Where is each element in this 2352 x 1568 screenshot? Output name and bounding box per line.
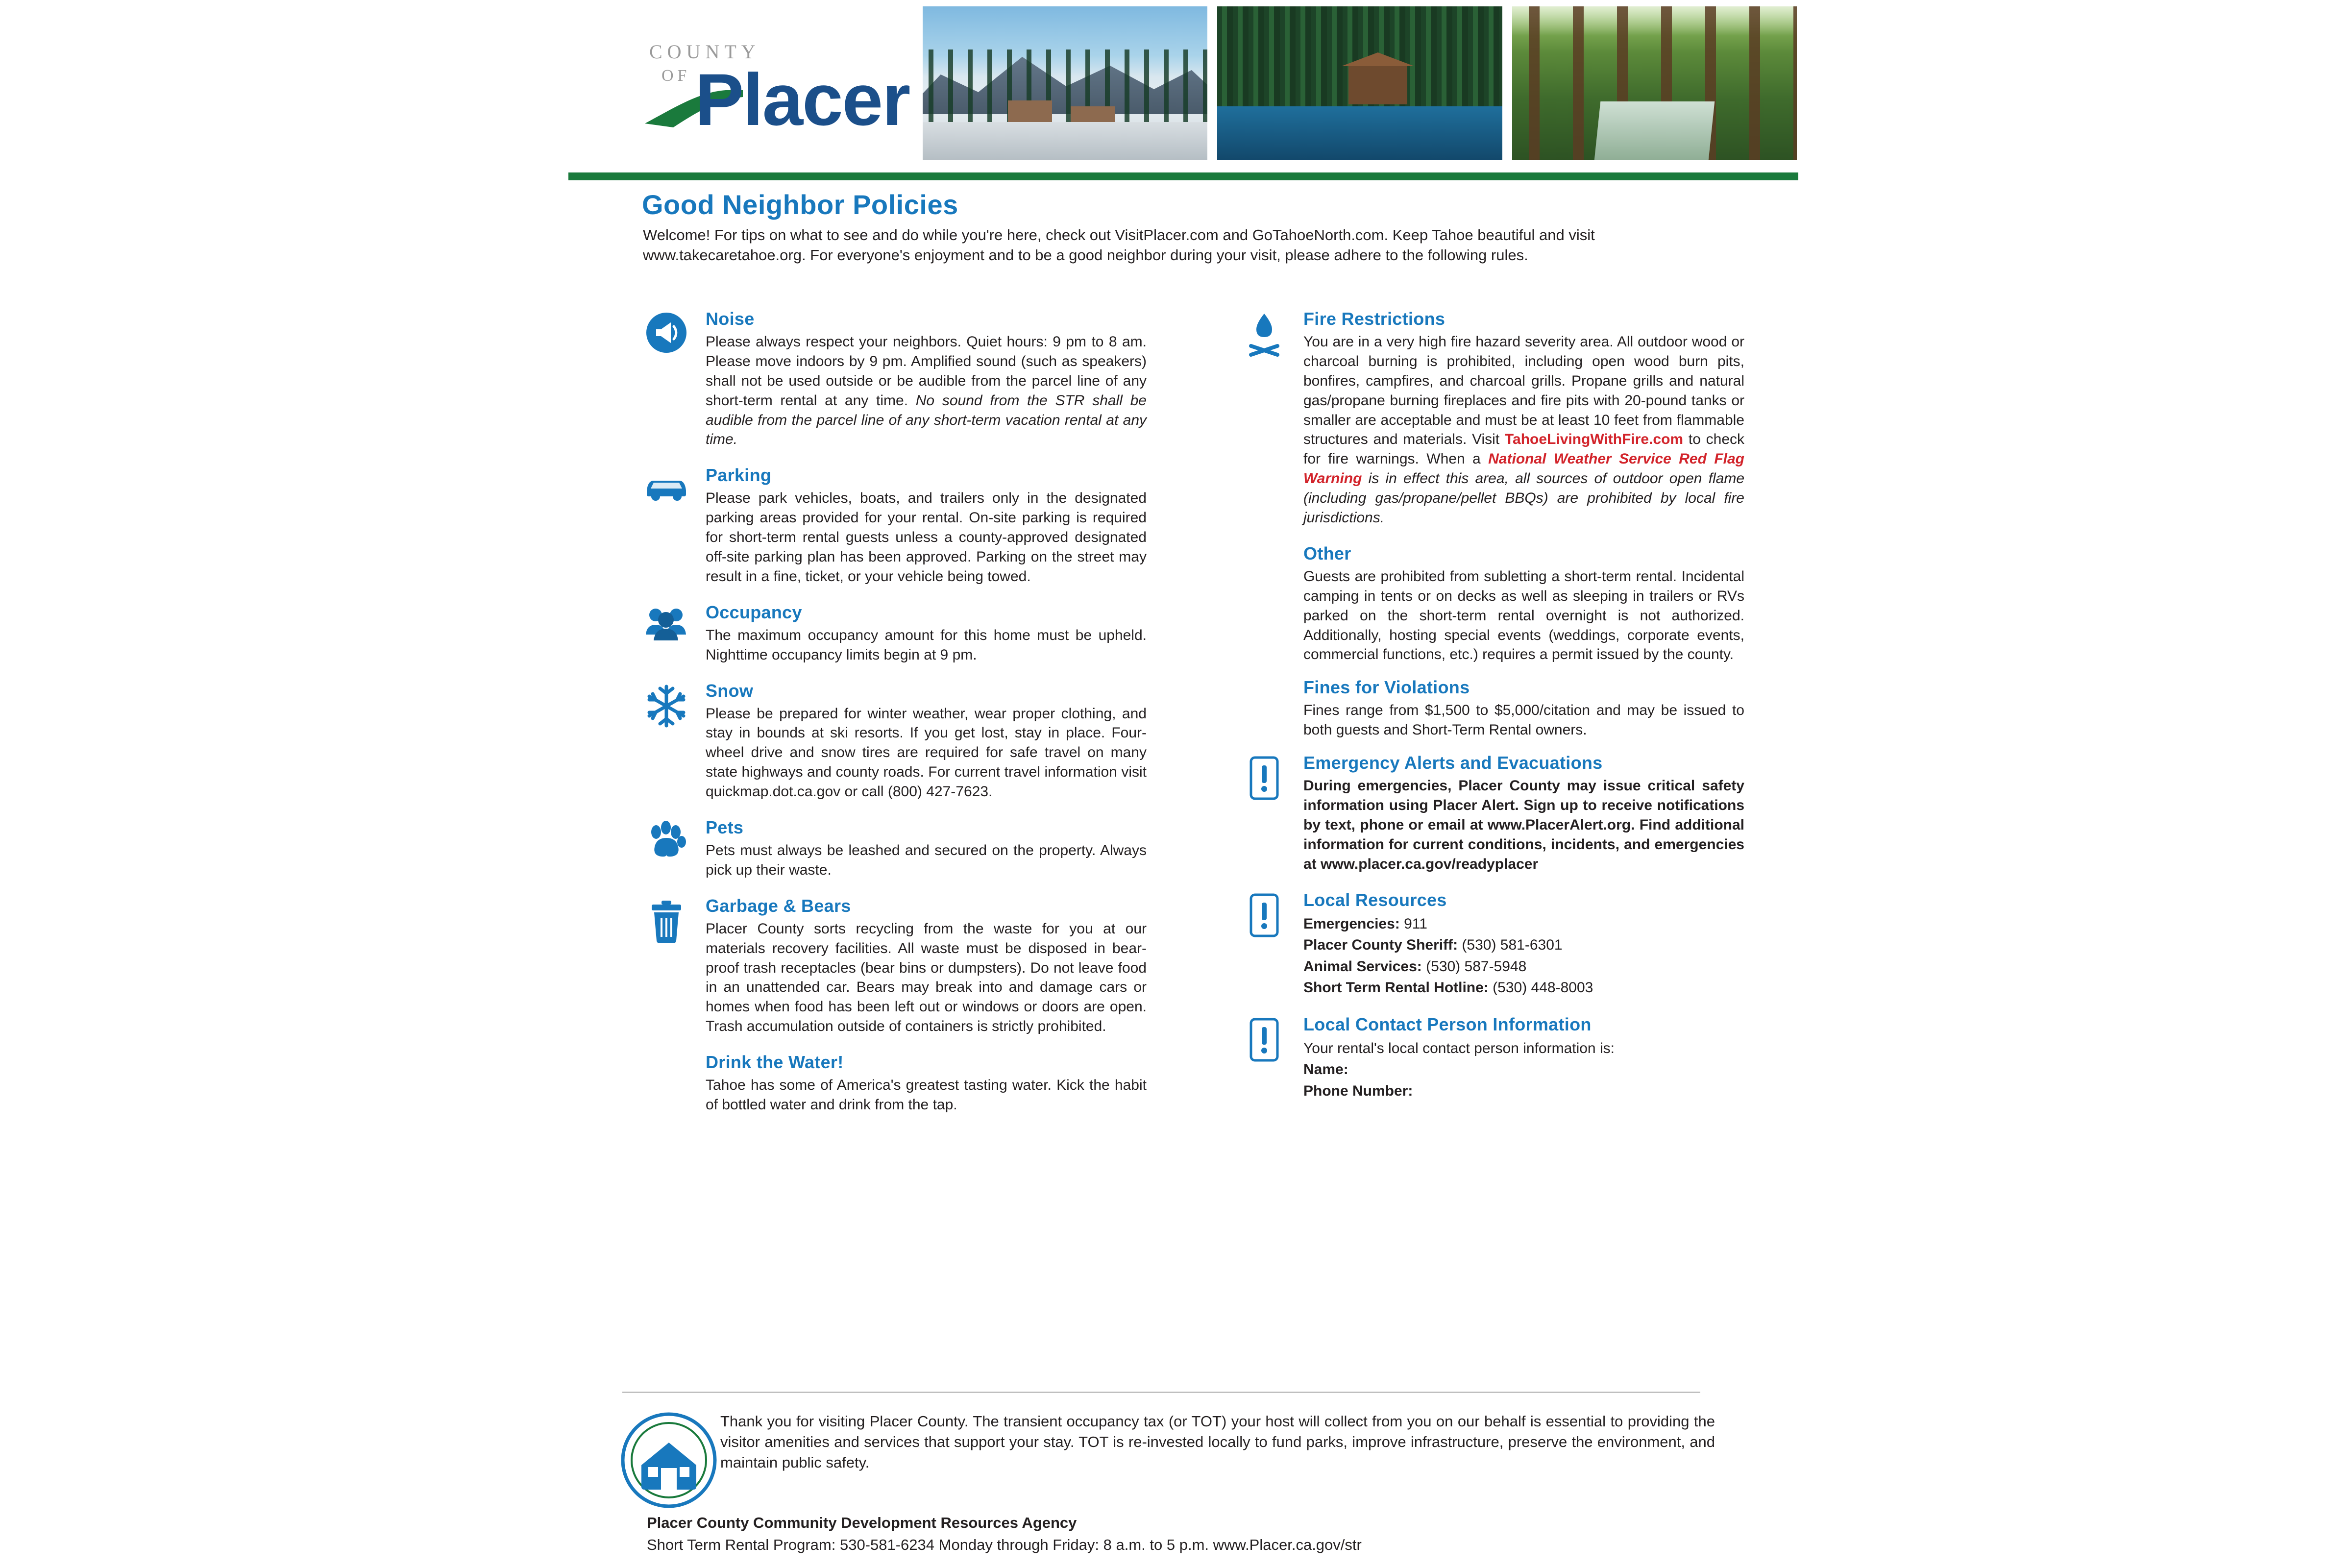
- section-local-contact-person: [1225, 1014, 1744, 1102]
- section-body: Fines range from $1,500 to $5,000/citation and may be issued to both guests and Short-Term Rental owners.: [1303, 702, 1744, 738]
- section-body: Pets must always be leashed and secured on the property. Always pick up their waste.: [706, 842, 1147, 878]
- section-drink-the-water: [706, 1052, 1147, 1115]
- section-heading: Pets: [706, 817, 744, 838]
- resource-item: Short Term Rental Hotline: (530) 448-8003: [1303, 980, 1593, 996]
- section-body: Tahoe has some of America's greatest tasting water. Kick the habit of bottled water and drink from the tap.: [706, 1077, 1147, 1113]
- footer-divider: [622, 1392, 1700, 1393]
- section-snow: [627, 681, 1147, 814]
- occupancy-people-icon: [627, 602, 706, 641]
- logo-county-text: COUNTY: [649, 41, 760, 63]
- section-parking: [627, 465, 1147, 599]
- section-heading: Local Resources: [1303, 889, 1447, 910]
- page-header: [0, 0, 2352, 172]
- header-photo-redwood-river: [1511, 5, 1798, 162]
- section-body: Placer County sorts recycling from the waste for you at our materials recovery facilities. All waste must be disposed in bear-proof trash receptacles (bear bins or dumpsters). Do not leave food in an unattended car. Bears may break into and damage cars or homes when food has been left out or windows or doors are open. Trash accumulation outside of containers is strictly prohibited.: [706, 920, 1147, 1035]
- section-heading: Drink the Water!: [706, 1052, 844, 1073]
- snowflake-icon: [627, 681, 706, 729]
- section-fire-restrictions: [1225, 309, 1744, 540]
- placer-county-logo: [632, 20, 926, 142]
- section-heading: Snow: [706, 680, 754, 701]
- alert-phone-icon: [1225, 753, 1303, 801]
- campfire-icon: [1225, 309, 1303, 359]
- left-column: [627, 309, 1147, 1122]
- section-body: You are in a very high fire hazard severity area. All outdoor wood or charcoal burning is prohibited, including open wood burn pits, bonfires, campfires, and charcoal grills. Propane grills and natural gas/propane burning fireplaces and fire pits with 20-pound tanks or smaller are acceptable and must be at least 10 feet from flammable structures and materials. Visit TahoeLivingWithFire.com to check for fire warnings. When a National Weather Service Red Flag Warning is in effect this area, all sources of outdoor open flame (including gas/propane/pellet BBQs) are prohibited by local fire jurisdictions.: [1303, 334, 1745, 526]
- section-heading: Local Contact Person Information: [1303, 1014, 1592, 1034]
- section-other: [1303, 543, 1744, 664]
- alert-phone-icon: [1225, 890, 1303, 938]
- logo-placer-text: Placer: [695, 58, 910, 141]
- section-heading: Parking: [706, 465, 772, 486]
- alert-phone-icon: [1225, 1014, 1303, 1062]
- header-divider-rule: [568, 172, 1798, 180]
- header-photo-lake-cabin: [1216, 5, 1503, 162]
- section-heading: Other: [1303, 543, 1351, 564]
- header-photo-snowy-village: [921, 5, 1209, 162]
- right-column: [1225, 309, 1744, 1104]
- local-contact-intro: Your rental's local contact person information is:: [1303, 1040, 1615, 1056]
- resource-item: Emergencies: 911: [1303, 915, 1427, 932]
- section-heading: Noise: [706, 309, 755, 329]
- section-heading: Emergency Alerts and Evacuations: [1303, 753, 1603, 773]
- resource-item: Placer County Sheriff: (530) 581-6301: [1303, 937, 1563, 954]
- page-title: Good Neighbor Policies: [642, 189, 958, 220]
- section-occupancy: [627, 602, 1147, 678]
- section-heading: Fines for Violations: [1303, 677, 1470, 698]
- resource-item: Animal Services: (530) 587-5948: [1303, 958, 1527, 975]
- section-heading: Occupancy: [706, 602, 802, 622]
- footer-program-info: Short Term Rental Program: 530-581-6234 Monday through Friday: 8 a.m. to 5 p.m. www.Placer.ca.gov/str: [647, 1536, 1362, 1553]
- section-body: The maximum occupancy amount for this home must be upheld. Nighttime occupancy limits begin at 9 pm.: [706, 627, 1147, 663]
- noise-speaker-icon: [627, 309, 706, 354]
- local-contact-phone-field[interactable]: Phone Number:: [1303, 1082, 1413, 1099]
- section-body: Please always respect your neighbors. Quiet hours: 9 pm to 8 am. Please move indoors by 9 pm. Amplified sound (such as speakers) shall not be used outside or be audible from the parcel line of any short-term rental at any time. No sound from the STR shall be audible from the parcel line of any short-term vacation rental at any time.: [706, 334, 1147, 448]
- section-body: Please be prepared for winter weather, wear proper clothing, and stay in bounds at ski resorts. If you get lost, stay in place. Four-wheel drive and snow tires are required for safe travel on many state highways and county roads. For current travel information visit quickmap.dot.ca.gov or call (800) 427-7623.: [706, 705, 1147, 800]
- section-emergency-alerts: [1225, 753, 1744, 886]
- section-pets: [627, 817, 1147, 893]
- logo-of-text: OF: [662, 67, 691, 85]
- section-body: During emergencies, Placer County may issue critical safety information using Placer Alert. Sign up to receive notifications by text, phone or email at www.PlacerAlert.org. Find additional information for current conditions, incidents, and emergencies at www.placer.ca.gov/readyplacer: [1303, 778, 1744, 872]
- trash-can-icon: [627, 896, 706, 944]
- paw-print-icon: [627, 817, 706, 860]
- section-garbage-bears: [627, 896, 1147, 1049]
- placer-county-seal-icon: [620, 1411, 718, 1509]
- local-contact-name-field[interactable]: Name:: [1303, 1061, 1348, 1078]
- section-body: Guests are prohibited from subletting a short-term rental. Incidental camping in tents or on decks as well as sleeping in trailers or RVs parked on the short-term rental overnight is not authorized. Additionally, hosting special events (weddings, corporate events, commercial functions, etc.) requires a permit issued by the county.: [1303, 568, 1744, 663]
- section-noise: [627, 309, 1147, 462]
- car-parking-icon: [627, 465, 706, 502]
- footer-agency-name: Placer County Community Development Resources Agency: [647, 1514, 1077, 1531]
- section-heading: Garbage & Bears: [706, 895, 851, 916]
- section-fines-for-violations: [1303, 677, 1744, 740]
- section-heading: Fire Restrictions: [1303, 309, 1446, 329]
- header-photo-strip: [921, 5, 1798, 162]
- intro-paragraph: Welcome! For tips on what to see and do while you're here, check out VisitPlacer.com and GoTahoeNorth.com. Keep Tahoe beautiful and visit www.takecaretahoe.org. For everyone's enjoyment and to be a good neighbor during your visit, please adhere to the following rules.: [643, 226, 1595, 264]
- section-local-resources: [1225, 890, 1744, 1011]
- footer-tot-text: Thank you for visiting Placer County. The transient occupancy tax (or TOT) your host will collect from you on our behalf is essential to providing the visitor amenities and services that support your stay. TOT is re-invested locally to fund parks, improve infrastructure, preserve the environment, and maintain public safety.: [720, 1413, 1715, 1471]
- section-body: Please park vehicles, boats, and trailers only in the designated parking areas provided for your rental. On-site parking is required for short-term rental guests unless a county-approved designated off-site parking plan has been approved. Parking on the street may result in a fine, ticket, or your vehicle being towed.: [706, 490, 1147, 585]
